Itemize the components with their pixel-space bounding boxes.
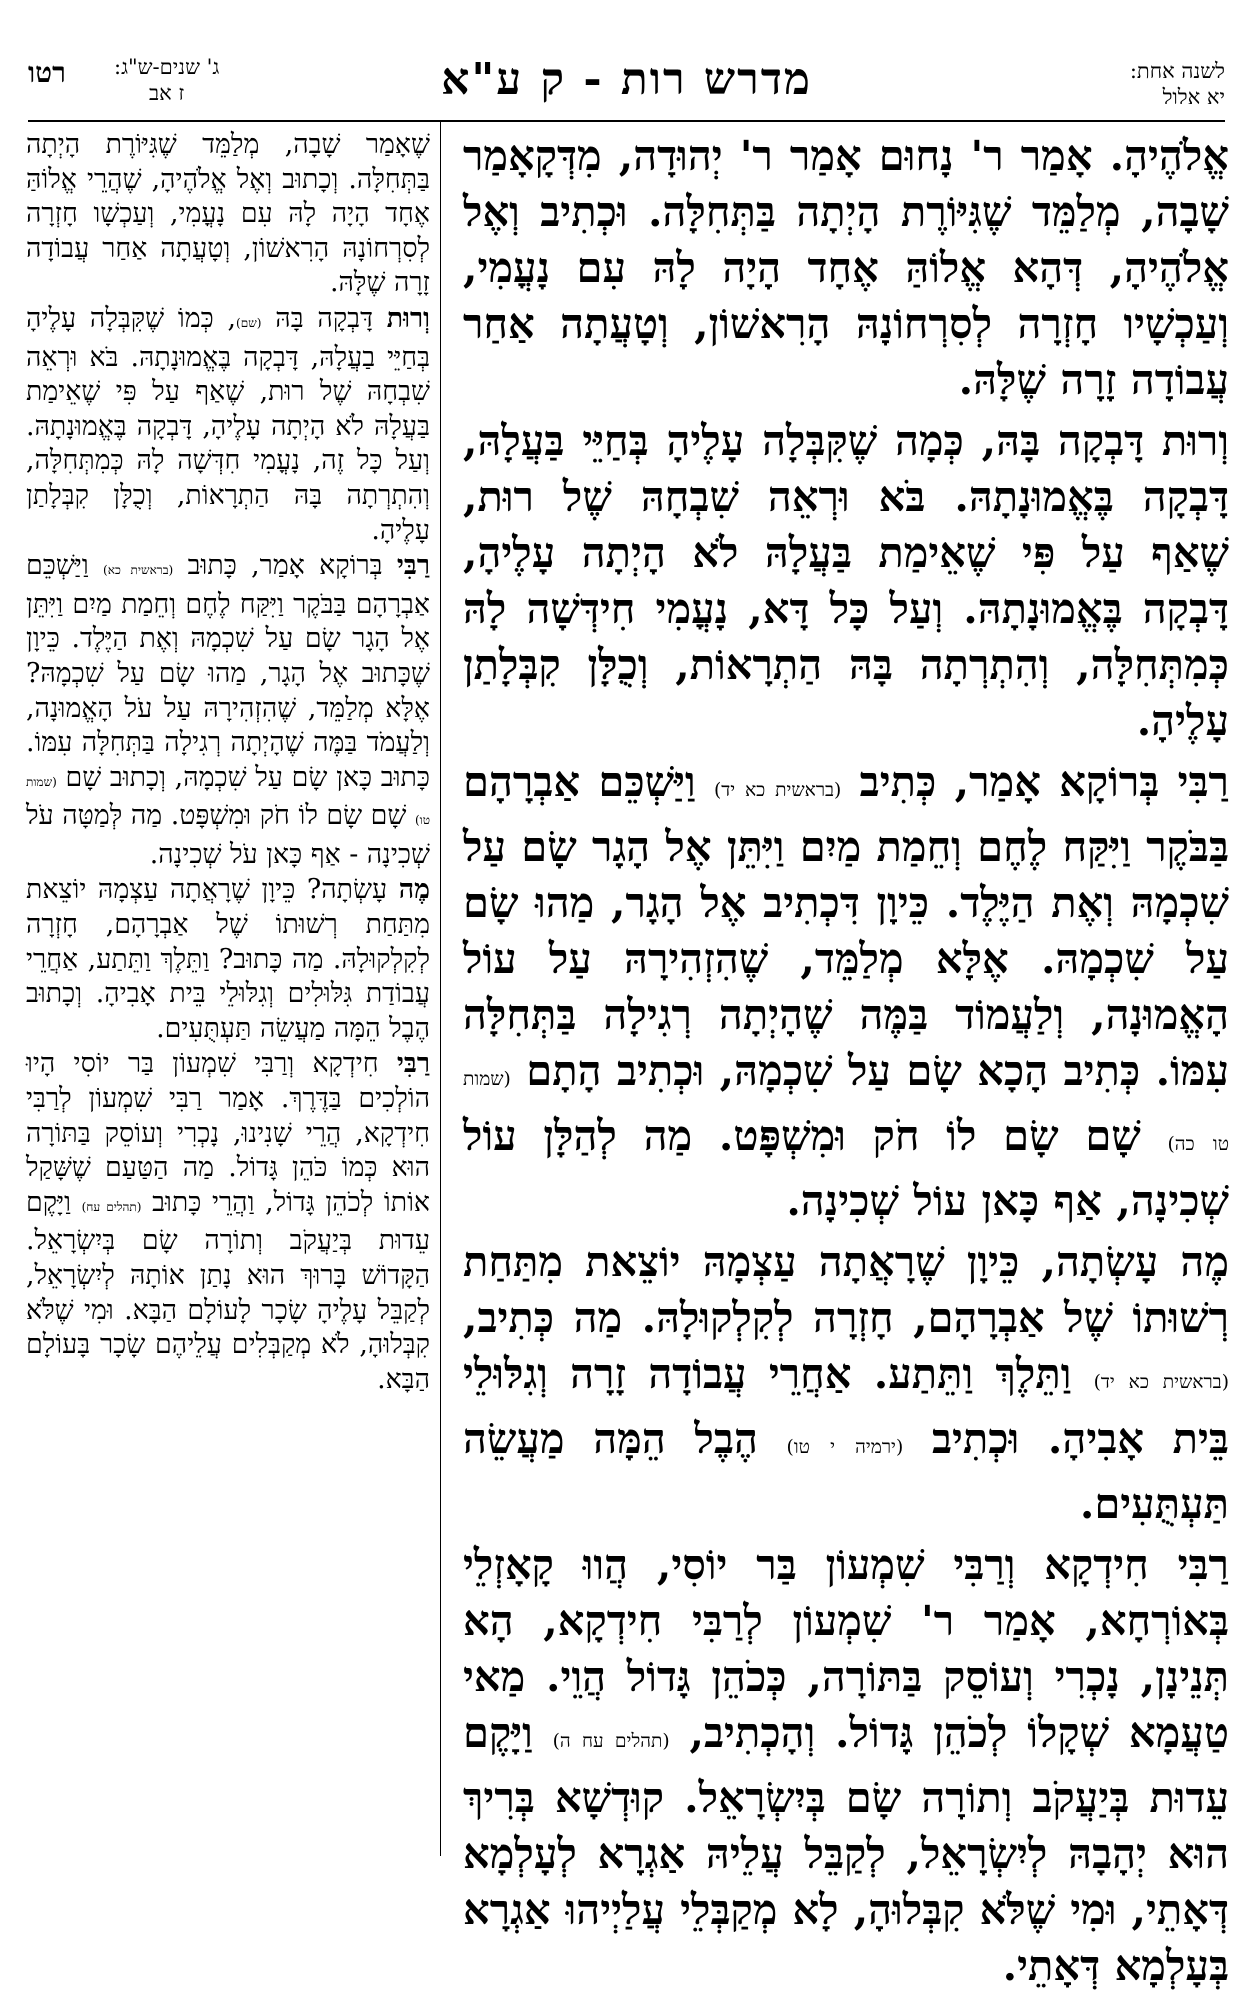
paragraph-lead-word: רַבִּי [396, 1048, 430, 1080]
paragraph-text: עָשְׂתָה, כֵּיוָן שֶׁרָאֲתָה עַצְמָהּ יוֹצֵאת מִתַּחַת רְשׁוּתוֹ שֶׁל אַבְרָהָם, חָזְרָה לְקִלְקוּלָהּ. מַה כְּתִיב, [463, 1237, 1229, 1342]
paragraph-text: חִידְקָא וְרַבִּי שִׁמְעוֹן בַּר יוֹסִי, הֲווּ קָאָזְלֵי בְּאוֹרְחָא, אָמַר ר' שִׁמְעוֹן לְרַבִּי חִידְקָא, הָא תְּנֵינָן, נָכְרִי וְעוֹסֵק בַּתּוֹרָה, כְּכֹהֵן גָּדוֹל הֲוֵי. מַאי טַעֲמָא שְׁקָלוֹ לְכֹהֵן גָּדוֹל. וְהָכְתִיב, [463, 1540, 1229, 1757]
schedule-three-year-label: ג' שנים-ש"ג: [114, 55, 220, 79]
paragraph-text: וַתֵּלֶךְ וַתֵּתַע. אַחֲרֵי עֲבוֹדָה זָרָה וְגִלּוּלֵי בֵּית אָבִיהָ. וּכְתִיב [463, 1349, 1229, 1463]
paragraph-text: עָשְׂתָה? כֵּיוָן שֶׁרָאֲתָה עַצְמָהּ יוֹצֵאת מִתַּחַת רְשׁוּתוֹ שֶׁל אַבְרָהָם, חָזְרָה לְקִלְקוּלָהּ. מַה כָּתוּב? וַתֵּלֶךְ וַתֵּתַע, אַחֲרֵי עֲבוֹדַת גִּלּוּלִים וְגִלּוּלֵי בֵּית אָבִיהָ. וְכָתוּב הֶבֶל הֵמָּה מַעֲשֵׂה תַּעְתֻּעִים. [26, 874, 430, 1044]
column-divider [440, 120, 441, 1856]
paragraph-text: וַיָּקֶם עֵדוּת בְּיַעֲקֹב וְתוֹרָה שָׂם בְּיִשְׂרָאֵל. קוּדְשָׁא בְּרִיךְ הוּא יְהָבָהּ לְיִשְׂרָאֵל, לְקַבֵּל עֲלֵיהּ אַגְרָא לְעָלְמָא דְּאָתֵי, וּמִי שֶׁלֹּא קִבְּלוּהָ, לָא מְקַבְּלֵי עֲלַיְיהוּ אַגְרָא בְּעָלְמָא דְּאָתֵי. [463, 1708, 1229, 1990]
main-paragraph-4 [463, 1234, 1229, 1532]
side-paragraph-2 [26, 302, 430, 548]
paragraph-text: הֶבֶל הֵמָּה מַעֲשֵׂה תַּעְתֻּעִים. [463, 1414, 1229, 1528]
main-paragraph-2 [463, 413, 1229, 749]
paragraph-text: וַיָּקֶם עֵדוּת בְּיַעֲקֹב וְתוֹרָה שָׂם בְּיִשְׂרָאֵל. הַקָּדוֹשׁ בָּרוּךְ הוּא נָתַן אוֹתָהּ לְיִשְׂרָאֵל, לְקַבֵּל עָלֶיהָ שָׂכָר לָעוֹלָם הַבָּא. וּמִי שֶׁלֹּא קִבְּלוּהָ, לֹא מְקַבְּלִים עֲלֵיהֶם שָׂכָר בָּעוֹלָם הַבָּא. [26, 1186, 430, 1395]
verse-reference: (בראשית כא) [103, 563, 174, 578]
paragraph-text: בְּרוֹקָא אָמַר, כָּתוּב [173, 550, 397, 582]
paragraph-text: שֶׁאָמַר שָׁבָה, מְלַמֵּד שֶׁגִּיּוֹרֶת הָיְתָה בַּתְּחִלָּה. וְכָתוּב וְאֶל אֱלֹהֶיהָ, שֶׁהֲרֵי אֱלוֹהַּ אֶחָד הָיָה לָהּ עִם נָעֳמִי, וְעַכְשָׁו חָזְרָה לְסִרְחוֹנָהּ הָרִאשׁוֹן, וְטָעֲתָה אַחַר עֲבוֹדָה זָרָה שֶׁלָּהּ. [26, 129, 430, 299]
verse-reference: (תהלים עח ה) [552, 1731, 670, 1752]
paragraph-text: שָׁם שָׂם לוֹ חֹק וּמִשְׁפָּט. מַה לְהַלָּן עוֹל שְׁכִינָה, אַף כָּאן עוֹל שְׁכִינָה. [463, 1111, 1229, 1225]
page-header [28, 48, 1225, 120]
verse-reference: (שמות טו כה) [463, 1069, 1229, 1155]
main-paragraph-1 [463, 128, 1229, 408]
header-divider [28, 120, 1225, 122]
paragraph-text: וַיַּשְׁכֵּם אַבְרָהָם בַּבֹּקֶר וַיִּקַּח לֶחֶם וְחֵמַת מַיִם וַיִּתֵּן אֶל הָגָר שָׂם עַל שִׁכְמָהּ וְאֶת הַיֶּלֶד. כֵּיוָן דִּכְתִיב אֶל הָגָר, מַהוּ שָׂם עַל שִׁכְמָהּ. אֶלָּא מְלַמֵּד, שֶׁהִזְהִירָהּ עַל עוֹל הָאֱמוּנָה, וְלַעֲמוֹד בַּמֶּה שֶׁהָיְתָה רְגִילָה בַּתְּחִלָּה עִמּוֹ. כְּתִיב הָכָא שָׂם עַל שִׁכְמָהּ, וּכְתִיב הָתָם [463, 757, 1229, 1095]
paragraph-lead-word: וְרוּת [386, 302, 430, 334]
paragraph-lead-word: מֶה [398, 874, 430, 906]
schedule-one-year-date: יא אלול [1162, 85, 1225, 109]
main-paragraph-5 [463, 1537, 1229, 1994]
paragraph-text: , כְּמוֹ שֶׁקִּבְּלָה עָלֶיהָ בְּחַיֵּי בַעֲלָהּ, דָּבְקָה בֶּאֱמוּנָתָהּ. בֹּא וּרְאֵה שִׁבְחָהּ שֶׁל רוּת, שֶׁאַף עַל פִּי שֶׁאֵימַת בַּעֲלָהּ לֹא הָיְתָה עָלֶיהָ, דָּבְקָה בֶּאֱמוּנָתָהּ. וְעַל כָּל זֶה, נָעֳמִי חִדְּשָׁה לָהּ כְּמִתְּחִלָּה, וְהִתְרְתָה בָּהּ הַתְרָאוֹת, וְכֻלָּן קִבְּלָתַן עָלֶיהָ. [26, 302, 430, 546]
main-paragraph-3 [463, 754, 1229, 1229]
schedule-one-year-label: לשנה אחת: [1129, 59, 1225, 83]
paragraph-lead-word: רַבִּי [1177, 1540, 1229, 1589]
page-title: מדרש רות - ק ע"א [441, 54, 812, 105]
paragraph-lead-word: מֶה [1180, 1237, 1229, 1286]
paragraph-text: דָּבְקָה בָּהּ [261, 302, 387, 334]
verse-reference: (ירמיה י טו) [786, 1437, 904, 1458]
paragraph-text: חִידְקָא וְרַבִּי שִׁמְעוֹן בַּר יוֹסִי הָיוּ הוֹלְכִים בַּדֶּרֶךְ. אָמַר רַבִּי שִׁמְעוֹן לְרַבִּי חִידְקָא, הֲרֵי שָׁנִינוּ, נָכְרִי וְעוֹסֵק בַּתּוֹרָה הוּא כְּמוֹ כֹּהֵן גָּדוֹל. מַה הַטַּעַם שֶׁשָּׁקַל אוֹתוֹ לְכֹהֵן גָּדוֹל, וַהֲרֵי כָּתוּב [26, 1048, 431, 1218]
page-number: רטו [28, 56, 66, 89]
side-paragraph-3 [26, 549, 430, 872]
paragraph-text: אֱלֹהֶיהָ. אָמַר ר' נָחוּם אָמַר ר' יְהוּדָה, מִדְּקָאָמַר שָׁבָה, מְלַמֵּד שֶׁגִּיּוֹרֶת הָיְתָה בַּתְּחִלָּה. וּכְתִיב וְאֶל אֱלֹהֶיהָ, דְּהָא אֱלוֹהַּ אֶחָד הָיָה לָהּ עִם נָעֳמִי, וְעַכְשָׁיו חָזְרָה לְסִרְחוֹנָהּ הָרִאשׁוֹן, וְטָעֲתָה אַחַר עֲבוֹדָה זָרָה שֶׁלָּהּ. [463, 131, 1229, 404]
paragraph-text: דָּבְקָה בָּהּ, כְּמָה שֶׁקִּבְּלָה עָלֶיהָ בְּחַיֵּי בַּעֲלָהּ, דָּבְקָה בֶּאֱמוּנָתָהּ. בֹּא וּרְאֵה שִׁבְחָהּ שֶׁל רוּת, שֶׁאַף עַל פִּי שֶׁאֵימַת בַּעֲלָהּ לֹא הָיְתָה עָלֶיהָ, דָּבְקָה בֶּאֱמוּנָתָהּ. וְעַל כָּל דָּא, נָעֳמִי חִידְּשָׁה לָהּ כְּמִתְּחִלָּה, וְהִתְרְתָה בָּהּ הַתְרָאוֹת, וְכֻלָּן קִבְּלָתַן עָלֶיהָ. [463, 416, 1229, 745]
hebrew-translation-column [26, 128, 430, 1397]
paragraph-text: בְּרוֹקָא אָמַר, כְּתִיב [841, 757, 1178, 806]
paragraph-text: שָׁם שָׂם לוֹ חֹק וּמִשְׁפָּט. מַה לְּמַטָּה עֹל שְׁכִינָה - אַף כָּאן עֹל שְׁכִינָה. [26, 800, 430, 870]
verse-reference: (בראשית כא יד) [713, 780, 842, 801]
side-paragraph-4 [26, 873, 430, 1046]
paragraph-text: וַיַּשְׁכֵּם אַבְרָהָם בַּבֹּקֶר וַיִּקַּח לֶחֶם וְחֵמַת מַיִם וַיִּתֵּן אֶל הָגָר שָׂם עַל שִׁכְמָהּ וְאֶת הַיֶּלֶד. כֵּיוָן שֶׁכָּתוּב אֶל הָגָר, מַהוּ שָׂם עַל שִׁכְמָהּ? אֶלָּא מְלַמֵּד, שֶׁהִזְהִירָהּ עַל עֹל הָאֱמוּנָה, וְלַעֲמֹד בַּמֶּה שֶׁהָיְתָה רְגִילָה בַּתְּחִלָּה עִמּוֹ. כָּתוּב כָּאן שָׂם עַל שִׁכְמָהּ, וְכָתוּב שָׁם [26, 550, 430, 793]
aramaic-text-column [463, 128, 1229, 1994]
verse-reference: (תהלים עח) [81, 1199, 142, 1214]
verse-reference: (שמות טו) [26, 774, 430, 828]
paragraph-lead-word: רַבִּי [396, 550, 430, 582]
side-paragraph-5 [26, 1047, 430, 1397]
side-paragraph-1 [26, 128, 430, 301]
verse-reference: (שם) [236, 315, 262, 330]
schedule-three-year [114, 54, 219, 106]
verse-reference: (בראשית כא יד) [1093, 1372, 1229, 1393]
paragraph-lead-word: וְרוּת [1161, 416, 1229, 465]
schedule-three-year-date: ז אב [149, 81, 185, 105]
paragraph-lead-word: רַבִּי [1177, 757, 1229, 806]
